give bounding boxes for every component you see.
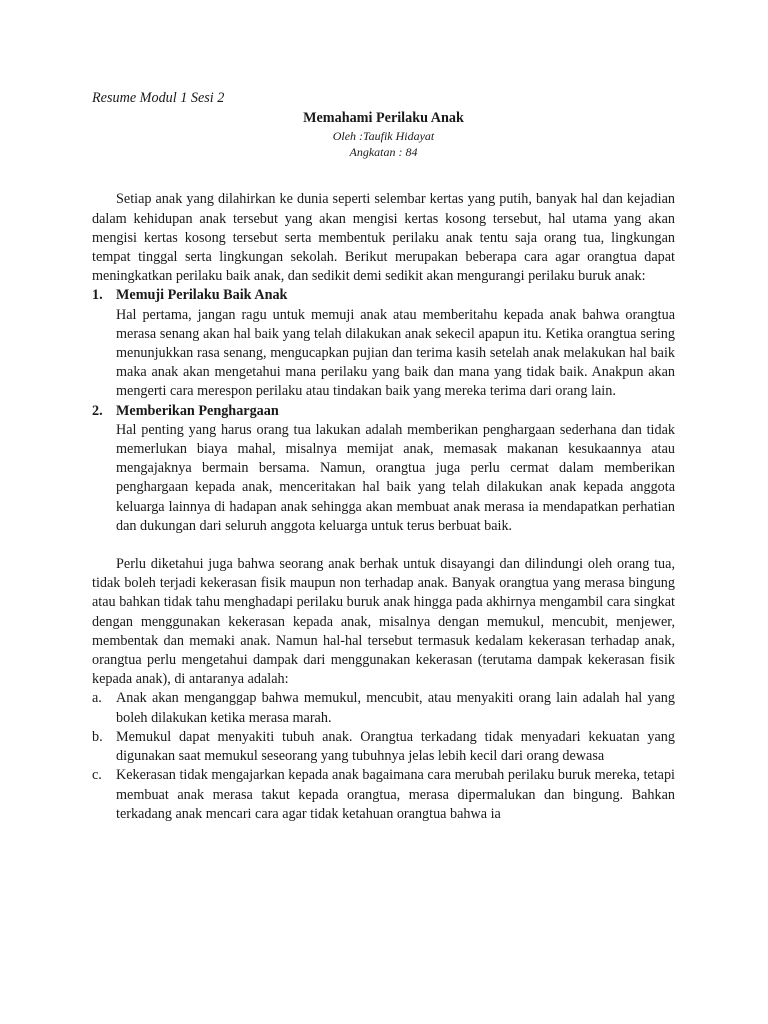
intro-paragraph: Setiap anak yang dilahirkan ke dunia seperti selembar kertas yang putih, banyak hal dan kejadian dalam kehidupan anak tersebut yang akan mengisi kertas kosong tersebut, hal utama yang akan mengisi kertas kosong tersebut serta membentuk perilaku anak tentu saja orang tua, lingkungan tempat tinggal serta lingkungan sekolah. Berikut merupakan beberapa cara agar orangtua dapat meningkatkan perilaku baik anak, dan sedikit demi sedikit akan mengurangi perilaku buruk anak: — [92, 191, 675, 285]
list-marker: 2. — [92, 402, 103, 419]
document-title: Memahami Perilaku Anak — [303, 110, 464, 127]
list-marker: a. — [92, 690, 102, 707]
item-body: Anak akan menganggap bahwa memukul, mencubit, atau menyakiti orang lain adalah hal yang boleh dilakukan ketika merasa marah. — [116, 690, 675, 726]
item-body: Memukul dapat menyakiti tubuh anak. Orangtua terkadang tidak menyadari kekuatan yang digunakan saat memukul seseorang yang tubuhnya jelas lebih kecil dari orang dewasa — [116, 728, 675, 765]
numbered-list — [92, 286, 675, 536]
item-body: Hal pertama, jangan ragu untuk memuji anak atau memberitahu kepada anak bahwa orangtua merasa senang akan hal baik yang telah dilakukan anak sekecil apapun itu. Ketika orangtua sering menunjukkan rasa senang, mengucapkan pujian dan terima kasih setelah anak melakukan hal baik maka anak akan mengetahui mana perilaku yang baik dan mana yang tidak baik. Anakpun akan mengerti cara merespon perilaku atau tindakan baik yang mereka terima dari orang lain. — [116, 306, 675, 400]
list-item — [92, 286, 675, 401]
list-marker: c. — [92, 767, 102, 784]
list-item — [92, 689, 675, 727]
item-body: Kekerasan tidak mengajarkan kepada anak bagaimana cara merubah perilaku buruk mereka, tetapi membuat anak merasa takut kepada orangtua, merasa dipermalukan dan bingung. Bahkan terkadang anak mencari cara agar tidak ketahuan orangtua bahwa ia — [116, 767, 675, 822]
list-item — [92, 728, 675, 766]
item-body: Hal penting yang harus orang tua lakukan adalah memberikan penghargaan sederhana dan tidak memerlukan biaya mahal, misalnya memijat anak, memasak makanan kesukaannya atau mengajaknya bermain bersama. Namun, orangtua juga perlu cermat dalam memberikan penghargaan kepada anak, menceritakan hal baik yang telah dilakukan anak kepada anggota keluarga lainnya di hadapan anak sehingga akan membuat anak merasa ia mendapatkan perhatian dan dukungan dari seluruh anggota keluarga untuk terus berbuat baik. — [116, 421, 675, 534]
module-label: Resume Modul 1 Sesi 2 — [92, 90, 225, 106]
list-item — [92, 766, 675, 824]
list-item — [92, 402, 675, 536]
lettered-list — [92, 689, 675, 823]
second-paragraph: Perlu diketahui juga bahwa seorang anak berhak untuk disayangi dan dilindungi oleh orang tua, tidak boleh terjadi kekerasan fisik maupun non terhadap anak. Banyak orangtua yang merasa bingung atau bahkan tidak tahu menghadapi perilaku buruk anak hingga pada akhirnya mengambil cara singkat dengan menggunakan kekerasan kepada anak, misalnya dengan memukul, mencubit, menjewer, membentak dan memaki anak. Namun hal-hal tersebut termasuk kedalam kekerasan terhadap anak, orangtua perlu mengetahui dampak dari menggunakan kekerasan (terutama dampak kekerasan fisik kepada anak), di antaranya adalah: — [92, 556, 675, 688]
list-marker: 1. — [92, 287, 103, 304]
item-heading: Memberikan Penghargaan — [116, 402, 279, 419]
author-line: Oleh :Taufik Hidayat — [332, 129, 435, 144]
list-marker: b. — [92, 728, 103, 745]
cohort-line: Angkatan : 84 — [349, 145, 418, 160]
item-heading: Memuji Perilaku Baik Anak — [116, 287, 288, 304]
document-page — [92, 89, 675, 824]
